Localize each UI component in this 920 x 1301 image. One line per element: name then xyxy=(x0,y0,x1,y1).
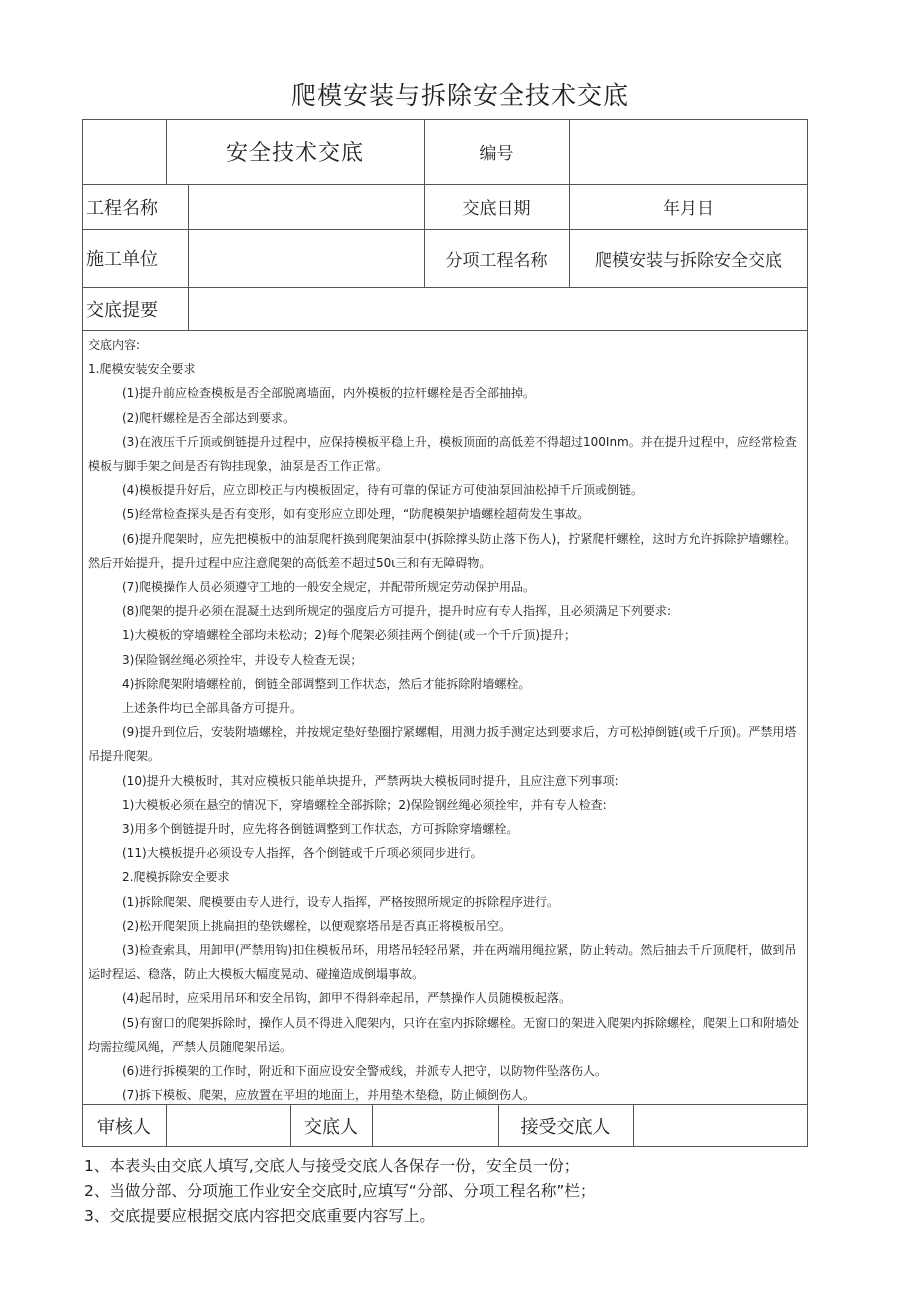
receiver-label: 接受交底人 xyxy=(520,1116,611,1138)
content-line: 4)拆除爬架附墙螺栓前，倒链全部调整到工作状态，然后才能拆除附墙螺栓。 xyxy=(122,676,531,691)
construction-unit-label: 施工单位 xyxy=(86,249,158,270)
note-1: 1、本表头由交底人填写,交底人与接受交底人各保存一份，安全员一份； xyxy=(84,1157,580,1175)
content-line: 上述条件均已全部具备方可提升。 xyxy=(122,701,303,716)
sub-project-label: 分项工程名称 xyxy=(445,250,548,271)
discloser-label: 交底人 xyxy=(304,1116,358,1138)
content-line: 3)用多个倒链提升时，应先将各倒链调整到工作状态，方可拆除穿墙螺栓。 xyxy=(122,822,519,837)
content-line: (7)拆下模板、爬架，应放置在平坦的地面上，并用垫木垫稳，防止倾倒伤人。 xyxy=(122,1088,536,1103)
content-line: (3)在液压千斤顶或倒链提升过程中，应保持模板平稳上升，模板顶面的高低差不得超过100Inm。并在提升过程中，应经常检查模板与脚手架之间是否有钩挂现象，油泵是否工作正常。 xyxy=(88,434,797,474)
number-value[interactable] xyxy=(569,119,808,184)
summary-value[interactable] xyxy=(192,287,808,330)
discloser-value[interactable] xyxy=(372,1104,498,1147)
content-line: (6)提升爬架时，应先把模板中的油泵爬杆换到爬架油泵中(拆除撑头防止落下伤人)，拧紧爬杆螺栓，这时方允许拆除护墙螺栓。然后开始提升，提升过程中应注意爬架的高低差不超过50ι三和有无障碍物。 xyxy=(88,531,797,570)
content-line: (2)松开爬架顶上挑扁担的垫铁螺栓，以便观察塔吊是否真正将模板吊空。 xyxy=(122,918,512,933)
content-line: (3)检查索具，用卸甲(严禁用钩)扣住模板吊环，用塔吊轻轻吊紧，并在两端用绳拉紧，防止转动。然后抽去千斤顶爬杆，做到吊运时程运、稳落，防止大模板大幅度晃动、碰撞造成倒塌事故。 xyxy=(88,943,797,982)
content-line: (7)爬模操作人员必须遵守工地的一般安全规定，并配带所规定劳动保护用品。 xyxy=(122,580,536,595)
note-3: 3、交底提要应根据交底内容把交底重要内容写上。 xyxy=(84,1207,435,1225)
date-value[interactable]: 年月日 xyxy=(663,199,714,219)
content-line: (6)进行拆模架的工作时，附近和下面应设安全警戒线，并派专人把守，以防物件坠落伤人。 xyxy=(122,1064,608,1079)
content-line: (8)爬架的提升必须在混凝土达到所规定的强度后方可提升，提升时应有专人指挥，且必须满足下列要求: xyxy=(122,604,672,619)
project-name-value[interactable] xyxy=(192,184,424,229)
content-line: (4)模板提升好后，应立即校正与内模板固定，待有可靠的保证方可使油泵回油松掉千斤顶或倒链。 xyxy=(122,483,644,498)
content-line: (1)拆除爬架、爬模要由专人进行，设专人指挥，严格按照所规定的拆除程序进行。 xyxy=(122,894,560,909)
content-line: 1)大模板的穿墙螺栓全部均未松动；2)每个爬架必须挂两个倒徒(或一个千斤顶)提升； xyxy=(122,628,576,643)
note-2: 2、当做分部、分项施工作业安全交底时,应填写“分部、分项工程名称”栏； xyxy=(84,1182,596,1200)
summary-label: 交底提要 xyxy=(86,299,158,321)
content-line: (10)提升大模板时，其对应模板只能单块提升，严禁两块大模板同时提升，且应注意下列事项: xyxy=(122,773,619,788)
date-label: 交底日期 xyxy=(462,199,531,219)
content-line: (9)提升到位后，安装附墙螺栓，并按规定垫好垫圈拧紧螺帽，用测力扳手测定达到要求后，方可松掉倒链(或千斤顶)。严禁用塔吊提升爬架。 xyxy=(88,725,797,764)
project-name-label: 工程名称 xyxy=(86,197,158,219)
content-line: (5)有窗口的爬架拆除时，操作人员不得进入爬架内，只许在室内拆除螺栓。无窗口的架进入爬架内拆除螺栓，爬架上口和附墙处均需拉缆风绳，严禁人员随爬架吊运。 xyxy=(88,1015,800,1054)
reviewer-value[interactable] xyxy=(166,1104,290,1147)
content-line: (1)提升前应检查模板是否全部脱离墙面，内外模板的拉杆螺栓是否全部抽掉。 xyxy=(122,386,536,401)
disclosure-content xyxy=(84,333,806,1103)
content-line: 3)保险钢丝绳必须拴牢，并设专人检查无误； xyxy=(122,652,363,667)
receiver-value[interactable] xyxy=(633,1104,808,1147)
content-heading: 交底内容: xyxy=(88,338,141,352)
construction-unit-value[interactable] xyxy=(192,229,424,287)
number-label: 编号 xyxy=(479,144,514,164)
reviewer-label: 审核人 xyxy=(97,1116,151,1138)
content-line: (2)爬杆螺栓是否全部达到要求。 xyxy=(122,410,295,425)
content-line: (11)大模板提升必须设专人指挥，各个倒链或千斤项必须同步进行。 xyxy=(122,846,483,861)
content-line: 1)大模板必须在悬空的情况下，穿墙螺栓全部拆除；2)保险钢丝绳必须拴牢，并有专人检查: xyxy=(122,797,607,812)
section-title: 1.爬模安装安全要求 xyxy=(88,362,196,377)
content-line: (4)起吊时，应采用吊环和安全吊钩，卸甲不得斜牵起吊，严禁操作人员随模板起落。 xyxy=(122,991,572,1006)
section-title: 2.爬模拆除安全要求 xyxy=(122,870,230,885)
page-title: 爬模安装与拆除安全技术交底 xyxy=(290,81,629,110)
content-line: (5)经常检查探头是否有变形，如有变形应立即处理，“防爬模架护墙螺栓超荷发生事故。 xyxy=(122,507,590,522)
sub-project-value[interactable]: 爬模安装与拆除安全交底 xyxy=(595,250,782,271)
header-heading: 安全技术交底 xyxy=(225,141,364,166)
